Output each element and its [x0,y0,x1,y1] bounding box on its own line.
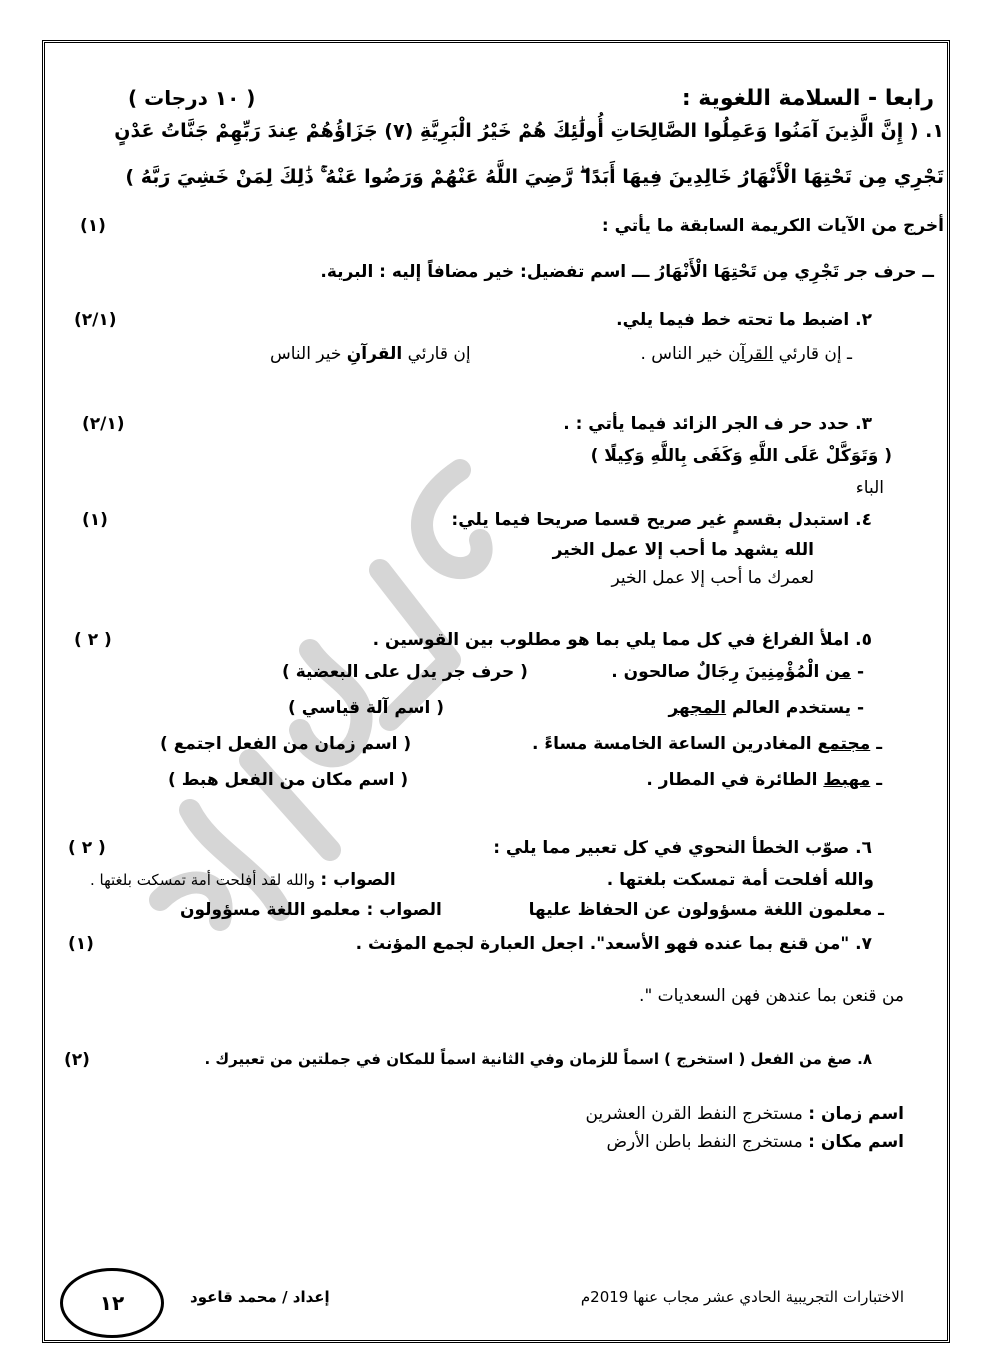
q4-sentence: الله يشهد ما أحب إلا عمل الخير [552,540,814,560]
q6-item-2-answer: الصواب : معلمو اللغة مسؤولون [180,900,442,920]
q5-item-1 [611,662,864,682]
q5-item-3-hint: ( اسم زمان من الفعل اجتمع ) [160,734,412,754]
q5-item-2 [668,698,864,718]
q7-score: (١) [68,934,94,954]
section-title: رابعا - السلامة اللغوية : [681,86,934,111]
footer-author: إعداد / محمد قاعود [190,1288,330,1306]
q5-item-3-fill: مجتمع [817,734,871,754]
q8-score: (٢) [64,1050,90,1070]
q1-verse-line1: ١. ( إِنَّ الَّذِينَ آمَنُوا وَعَمِلُوا الصَّالِحَاتِ أُولَٰئِكَ هُمْ خَيْرُ الْبَرِيَّةِ (٧) جَزَاؤُهُمْ عِندَ رَبِّهِمْ جَنَّاتُ عَدْنٍ [114,120,944,142]
q5-item-4-dash: ـ [876,770,882,790]
q7-answer: من قنعن بما عندهن فهن السعديات ". [639,986,904,1006]
q5-item-4-fill: مهبط [823,770,871,790]
q5-item-4-text: الطائرة في المطار . [646,770,818,790]
q2-answer-post: خير الناس [270,344,342,364]
q5-item-1-text: الْمُؤْمِنِينَ رِجَالٌ صالحون . [611,662,820,682]
q6-score: ( ٢ ) [68,838,106,858]
q1-score: (١) [80,216,106,236]
q8-instruction: ٨. صغ من الفعل ( استخرج ) اسماً للزمان وفي الثانية اسماً للمكان في جملتين من تعبيرك . [204,1050,872,1068]
q5-item-2-text: يستخدم العالم [732,698,852,718]
footer-book-title: الاختبارات التجريبية الحادي عشر مجاب عنها 2019م [580,1288,904,1306]
q3-answer: الباء [855,478,884,498]
q3-instruction: ٣. حدد حر ف الجر الزائد فيما يأتي : . [563,414,872,434]
q2-item [640,344,852,364]
q2-item-underlined: القرآن [728,344,774,364]
q5-item-2-hint: ( اسم آلة قياسي ) [288,698,444,718]
q5-item-1-dash: - [856,662,864,682]
q1-verse-line2: تَجْرِي مِن تَحْتِهَا الْأَنْهَارُ خَالِدِينَ فِيهَا أَبَدًا ۖ رَّضِيَ اللَّهُ عَنْهُمْ وَرَضُوا عَنْهُ ۚ ذَٰلِكَ لِمَنْ خَشِيَ رَبَّهُ ) [125,166,944,188]
q3-verse: ( وَتَوَكَّلْ عَلَى اللَّهِ وَكَفَى بِاللَّهِ وَكِيلًا ) [590,446,892,466]
q1-instruction: أخرج من الآيات الكريمة السابقة ما يأتي : [601,216,944,236]
q5-item-4 [646,770,882,790]
q5-item-2-dash: - [856,698,864,718]
q5-instruction: ٥. املأ الفراغ في كل مما يلي بما هو مطلوب بين القوسين . [372,630,872,650]
q6-item-1-label: الصواب : [320,870,396,890]
q8-time-label: اسم زمان : [808,1104,904,1124]
q2-answer [270,344,471,364]
q7-instruction: ٧. "من قنع بما عنده فهو الأسعد". اجعل العبارة لجمع المؤنث . [355,934,872,954]
q8-place [606,1132,904,1152]
q5-item-1-fill: من [825,662,852,682]
q5-item-2-fill: المجهر [668,698,727,718]
page-number: ١٢ [60,1268,164,1338]
q5-item-4-hint: ( اسم مكان من الفعل هبط ) [168,770,409,790]
q2-answer-pre: إن قارئي [407,344,471,364]
q1-answer: ــ حرف جر تَجْرِي مِن تَحْتِهَا الْأَنْهَارُ ـــ اسم تفضيل: خير مضافاً إليه : البرية. [320,262,934,282]
q4-instruction: ٤. استبدل بقسمٍ غير صريح قسما صريحا فيما يلي: [451,510,872,530]
q5-item-3-text: المغادرين الساعة الخامسة مساءً . [532,734,812,754]
q6-item-1: والله أفلحت أمة تمسكت بلغتها . [606,870,874,890]
q3-score: (٢/١) [82,414,125,434]
q8-time-answer: مستخرج النفط القرن العشرين [585,1104,803,1124]
q8-time [585,1104,904,1124]
q4-score: (١) [82,510,108,530]
q6-item-1-answer: والله لقد أفلحت أمة تمسكت بلغتها . [90,871,315,889]
q5-item-1-hint: ( حرف جر يدل على البعضية ) [282,662,528,682]
q8-place-answer: مستخرج النفط باطن الأرض [606,1132,803,1152]
q6-instruction: ٦. صوّب الخطأ النحوي في كل تعبير مما يلي : [493,838,872,858]
q2-answer-bold: القرآنِ [346,344,403,364]
q5-item-3-dash: ـ [876,734,882,754]
q2-item-pre: ـ إن قارئي [778,344,852,364]
q6-item-1-fix [90,870,396,890]
q6-item-2: ـ معلمون اللغة مسؤولون عن الحفاظ عليها [528,900,884,920]
q2-instruction: ٢. اضبط ما تحته خط فيما يلي. [616,310,872,330]
q5-item-3 [532,734,882,754]
q8-place-label: اسم مكان : [808,1132,904,1152]
q4-answer: لعمرك ما أحب إلا عمل الخير [611,568,814,588]
q2-score: (٢/١) [74,310,117,330]
q5-score: ( ٢ ) [74,630,112,650]
q2-item-post: خير الناس . [640,344,723,364]
section-marks: ( ١٠ درجات ) [128,86,256,110]
